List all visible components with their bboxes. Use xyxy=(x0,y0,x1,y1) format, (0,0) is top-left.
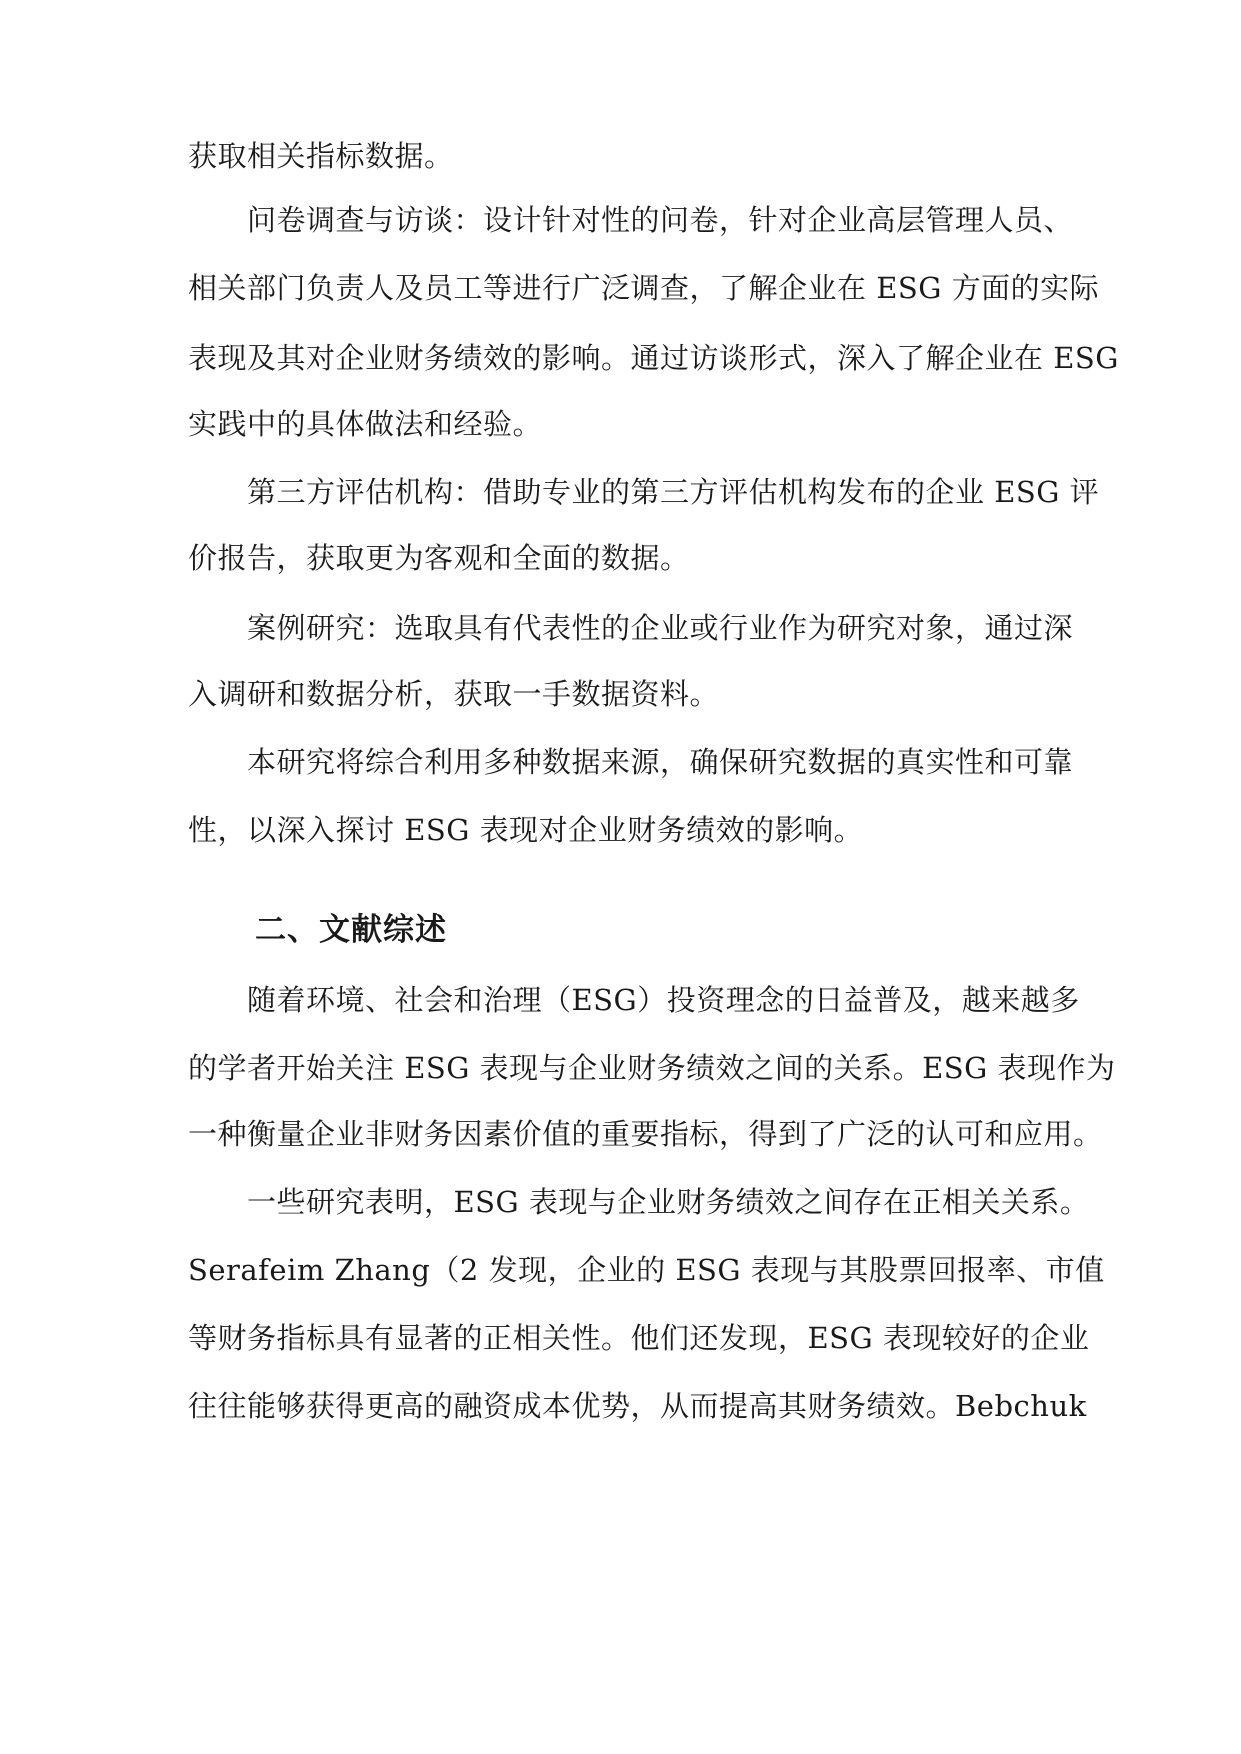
paragraph-line: 往往能够获得更高的融资成本优势，从而提高其财务绩效。Bebchuk xyxy=(188,1389,1087,1423)
section-heading: 二、文献综述 xyxy=(255,912,447,948)
paragraph-line: 的学者开始关注 ESG 表现与企业财务绩效之间的关系。ESG 表现作为 xyxy=(188,1051,1116,1085)
paragraph-line: Serafeim Zhang（2 发现，企业的 ESG 表现与其股票回报率、市值 xyxy=(188,1253,1105,1287)
paragraph-line: 问卷调查与访谈：设计针对性的问卷，针对企业高层管理人员、 xyxy=(247,203,1074,237)
paragraph-line: 等财务指标具有显著的正相关性。他们还发现，ESG 表现较好的企业 xyxy=(188,1321,1090,1355)
paragraph-line: 实践中的具体做法和经验。 xyxy=(188,407,543,441)
paragraph-line: 第三方评估机构：借助专业的第三方评估机构发布的企业 ESG 评 xyxy=(247,475,1100,509)
paragraph-line: 一种衡量企业非财务因素价值的重要指标，得到了广泛的认可和应用。 xyxy=(188,1117,1103,1151)
paragraph-line: 案例研究：选取具有代表性的企业或行业作为研究对象，通过深 xyxy=(247,611,1074,645)
paragraph-line: 随着环境、社会和治理（ESG）投资理念的日益普及，越来越多 xyxy=(247,983,1080,1017)
paragraph-line: 获取相关指标数据。 xyxy=(188,139,454,173)
paragraph-line: 表现及其对企业财务绩效的影响。通过访谈形式，深入了解企业在 ESG xyxy=(188,341,1119,375)
paragraph-line: 入调研和数据分析，获取一手数据资料。 xyxy=(188,677,720,711)
paragraph-line: 本研究将综合利用多种数据来源，确保研究数据的真实性和可靠 xyxy=(247,745,1074,779)
paragraph-line: 相关部门负责人及员工等进行广泛调查，了解企业在 ESG 方面的实际 xyxy=(188,271,1100,305)
paragraph-line: 一些研究表明，ESG 表现与企业财务绩效之间存在正相关关系。 xyxy=(247,1185,1090,1219)
paragraph-line: 性，以深入探讨 ESG 表现对企业财务绩效的影响。 xyxy=(188,813,864,847)
paragraph-line: 价报告，获取更为客观和全面的数据。 xyxy=(188,541,690,575)
